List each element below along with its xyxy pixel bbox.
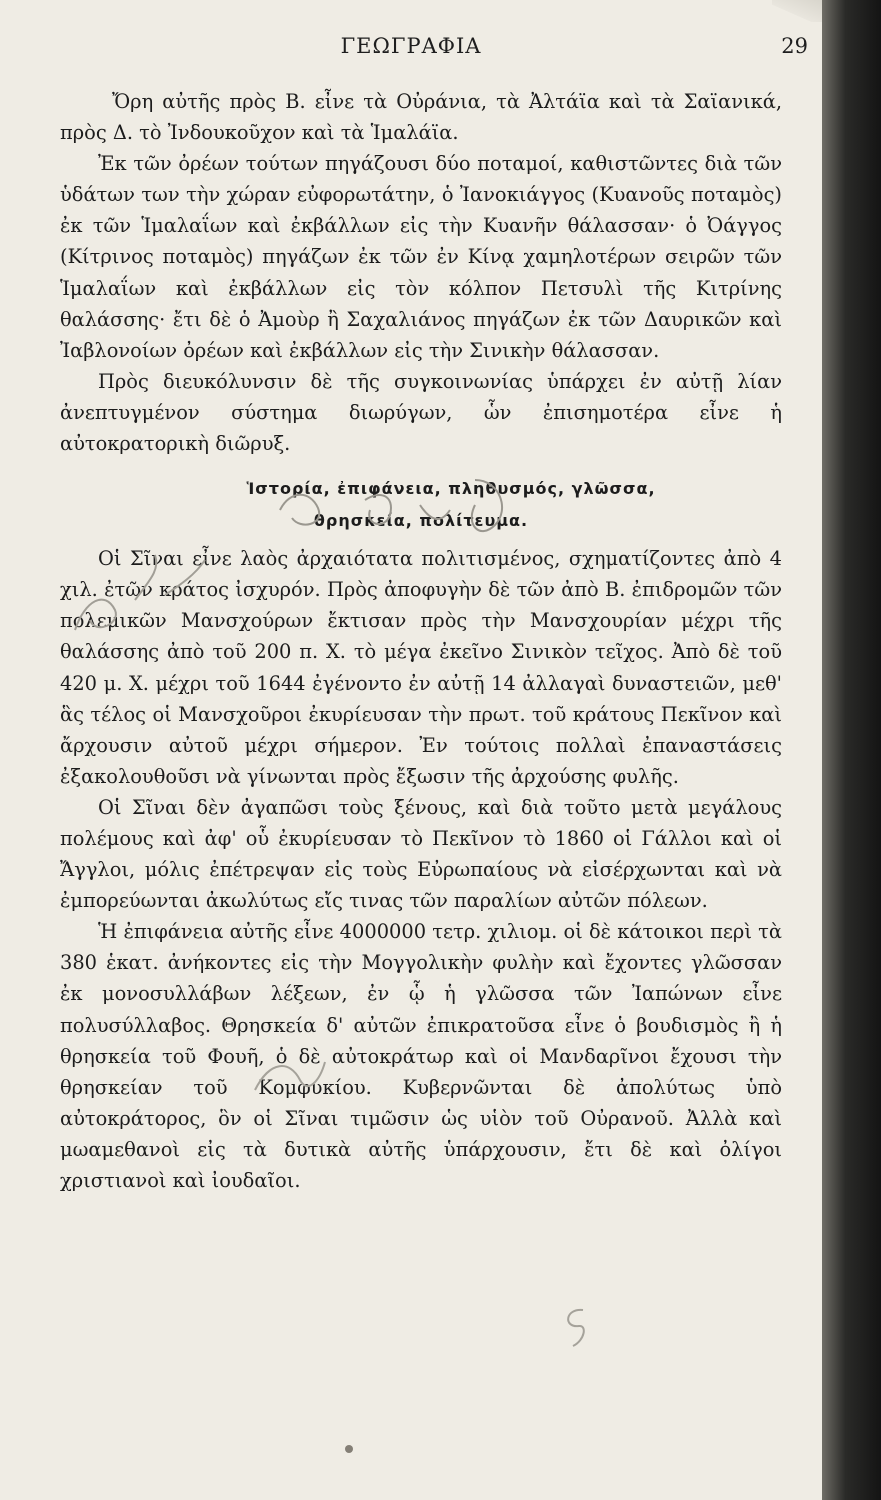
paragraph-history: Οἱ Σῖναι εἶνε λαὸς ἀρχαιότατα πολιτισμένος, σχηματίζοντες ἀπὸ 4 χιλ. ἐτῶν κράτος ἰσχυρόν. Πρὸς ἀποφυγὴν δὲ τῶν ἀπὸ Β. ἐπιδρομῶν τῶν πολεμικῶν Μανσχούρων ἔκτισαν πρὸς τὴν Μανσχουρίαν μέχρι τῆς θαλάσσης ἀπὸ τοῦ 200 π. Χ. τὸ μέγα ἐκεῖνο Σινικὸν τεῖχος. Ἀπὸ δὲ τοῦ 420 μ. Χ. μέχρι τοῦ 1644 ἐγένοντο ἐν αὐτῇ 14 ἀλλαγαὶ δυναστειῶν, μεθ' ἃς τέλος οἱ Μανσχοῦροι ἐκυρίευσαν τὴν πρωτ. τοῦ κράτους Πεκῖνον καὶ ἄρχουσιν αὐτοῦ μέχρι σήμερον. Ἐν τούτοις πολλαὶ ἐπαναστάσεις ἐξακολουθοῦσι νὰ γίνωνται πρὸς ἔξωσιν τῆς ἀρχούσης φυλῆς. <box>60 547 782 788</box>
pencil-scribble-end <box>555 1300 595 1350</box>
paragraph-population: Ἡ ἐπιφάνεια αὐτῆς εἶνε 4000000 τετρ. χιλιομ. οἱ δὲ κάτοικοι περὶ τὰ 380 ἑκατ. ἀνήκοντες εἰς τὴν Μογγολικὴν φυλὴν καὶ ἔχοντες γλῶσσαν ἐκ μονοσυλλάβων λέξεων, ἐν ᾧ ἡ γλῶσσα τῶν Ἰαπώνων εἶνε πολυσύλλαβος. Θρησκεία δ' αὐτῶν ἐπικρατοῦσα εἶνε ὁ βουδισμὸς ἢ ἡ θρησκεία τοῦ Φουῆ, ὁ δὲ αὐτοκράτωρ καὶ οἱ Μανδαρῖνοι ἔχουσι τὴν θρησκείαν τοῦ Κομφυκίου. Κυβερνῶνται δὲ ἀπολύτως ὑπὸ αὐτοκράτορος, ὃν οἱ Σῖναι τιμῶσιν ὡς υἱὸν τοῦ Οὐρανοῦ. Ἀλλὰ καὶ μωαμεθανοὶ εἰς τὰ δυτικὰ αὐτῆς ὑπάρχουσιν, ἔτι δὲ καὶ ὀλίγοι χριστιανοὶ καὶ ἰουδαῖοι. <box>60 920 782 1192</box>
paragraph-foreigners: Οἱ Σῖναι δὲν ἀγαπῶσι τοὺς ξένους, καὶ διὰ τοῦτο μετὰ μεγάλους πολέμους καὶ ἀφ' οὗ ἐκυρίευσαν τὸ Πεκῖνον τὸ 1860 οἱ Γάλλοι καὶ οἱ Ἄγγλοι, μόλις ἐπέτρεψαν εἰς τοὺς Εὐρωπαίους νὰ εἰσέρχωνται καὶ νὰ ἐμπορεύωνται ἀκωλύτως εἴς τινας τῶν παραλίων αὐτῶν πόλεων. <box>60 795 782 913</box>
section-heading-line1: Ἱστορία, ἐπιφάνεια, πληθυσμός, γλῶσσα, <box>246 479 656 499</box>
section-heading-line2: θρησκεία, πολίτευμα. <box>313 511 529 531</box>
book-spine-shadow <box>822 0 881 1500</box>
dog-ear-corner <box>772 0 822 22</box>
paragraph-canals: Πρὸς διευκόλυνσιν δὲ τῆς συγκοινωνίας ὑπάρχει ἐν αὐτῇ λίαν ἀνεπτυγμένον σύστημα διωρύγων, ὧν ἐπισημοτέρα εἶνε ἡ αὐτοκρατορικὴ διῶρυξ. <box>60 369 782 456</box>
paragraph-rivers: Ἐκ τῶν ὀρέων τούτων πηγάζουσι δύο ποταμοί, καθιστῶντες διὰ τῶν ὑδάτων των τὴν χώραν εὐφορωτάτην, ὁ Ἰανοκιάγγος (Κυανοῦς ποταμὸς) ἐκ τῶν Ἱμαλαΐων καὶ ἐκβάλλων εἰς τὴν Κυανῆν θάλασσαν· ὁ Ὀάγγος (Κίτρινος ποταμὸς) πηγάζων ἐκ τῶν ἐν Κίνᾳ χαμηλοτέρων σειρῶν τῶν Ἱμαλαΐων καὶ ἐκβάλλων εἰς τὸν κόλπον Πετσυλὶ τῆς Κιτρίνης θαλάσσης· ἔτι δὲ ὁ Ἀμοὺρ ἢ Σαχαλιάνος πηγάζων ἐκ τῶν Δαυρικῶν καὶ Ἰαβλονοίων ὀρέων καὶ ἐκβάλλων εἰς τὴν Σινικὴν θάλασσαν. <box>60 152 782 362</box>
page-header <box>0 34 822 68</box>
paragraph-mountains: Ὄρη αὐτῆς πρὸς Β. εἶνε τὰ Οὐράνια, τὰ Ἀλτάϊα καὶ τὰ Σαϊανικά, πρὸς Δ. τὸ Ἰνδουκοῦχον καὶ τὰ Ἱμαλάϊα. <box>60 90 782 145</box>
body-text <box>60 86 782 1196</box>
section-heading <box>60 473 782 537</box>
paper-stain <box>345 1445 353 1453</box>
page-number: 29 <box>781 34 808 58</box>
running-title: ΓΕΩΓΡΑΦΙΑ <box>340 34 482 58</box>
